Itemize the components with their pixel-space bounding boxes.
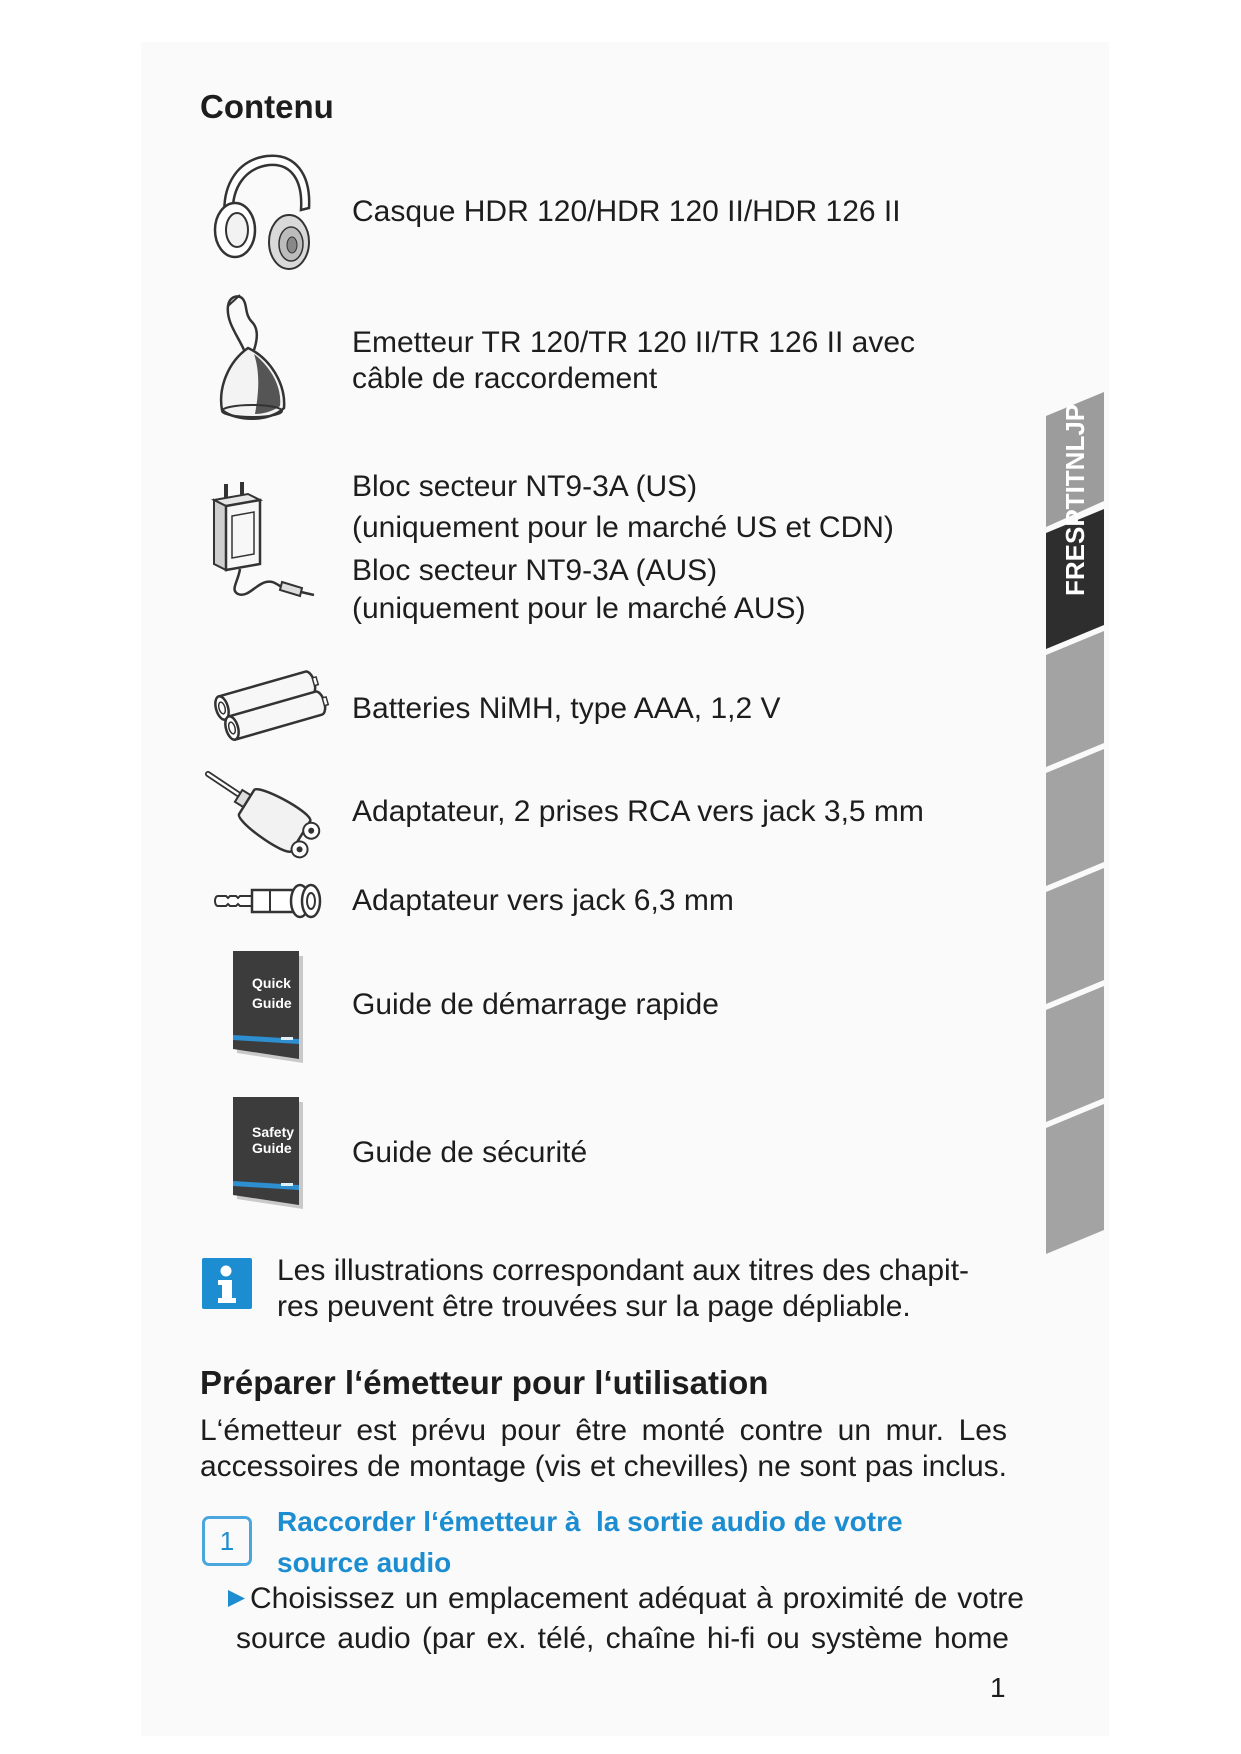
step-number-badge [202,1516,252,1566]
step-title: source audio [277,1547,452,1578]
section-paragraph: accessoires de montage (vis et chevilles) ne sont pas inclus. [200,1450,1007,1483]
info-text: Les illustrations correspondant aux titres des chapit- [277,1254,970,1287]
info-text: res peuvent être trouvées sur la page dépliable. [277,1290,911,1323]
jack-adapter-icon [212,878,326,924]
step-number: 1 [219,1526,235,1556]
page-number: 1 [990,1672,1006,1703]
transmitter-icon [214,292,294,426]
item-label: câble de raccordement [352,362,658,395]
item-label: Guide de sécurité [352,1136,588,1169]
section-paragraph: L‘émetteur est prévu pour être monté contre un mur. Les [200,1414,1007,1447]
cover-text: Guide [252,1140,292,1156]
info-icon [200,1256,256,1312]
item-label: Bloc secteur NT9-3A (AUS) [352,554,718,587]
language-tab-label: FRESPTITNLJP [1060,403,1090,596]
cover-text: Guide [252,995,292,1011]
item-label: (uniquement pour le marché US et CDN) [352,511,894,544]
cover-text: Quick [252,975,291,991]
rca-adapter-icon [202,768,334,862]
tab [1046,1104,1104,1254]
item-label: Guide de démarrage rapide [352,988,719,1021]
language-tab-strip [1044,380,1106,1264]
power-adapter-icon [208,478,318,602]
instruction-text: source audio (par ex. télé, chaîne hi-fi ou système home [236,1622,1009,1655]
item-label: Batteries NiMH, type AAA, 1,2 V [352,692,781,725]
section-title: Préparer l‘émetteur pour l‘utilisation [200,1364,769,1401]
quick-guide-icon [231,949,311,1065]
headphones-icon [211,150,319,274]
item-label: Adaptateur, 2 prises RCA vers jack 3,5 mm [352,795,924,828]
batteries-icon [204,668,334,748]
triangle-bullet-icon [227,1589,247,1609]
safety-guide-icon [231,1095,311,1211]
instruction-text: Choisissez un emplacement adéquat à proximité de votre [250,1582,1024,1615]
item-label: Bloc secteur NT9-3A (US) [352,470,698,503]
contents-title: Contenu [200,88,334,125]
item-label: (uniquement pour le marché AUS) [352,592,806,625]
tab [1046,986,1104,1122]
item-label: Adaptateur vers jack 6,3 mm [352,884,734,917]
tab [1046,868,1104,1004]
item-label: Casque HDR 120/HDR 120 II/HDR 126 II [352,195,901,228]
cover-text: Safety [252,1124,295,1140]
step-title: Raccorder l‘émetteur à la sortie audio de votre [277,1506,903,1537]
tab [1046,749,1104,886]
item-label: Emetteur TR 120/TR 120 II/TR 126 II avec [352,326,916,359]
tab [1046,631,1104,767]
